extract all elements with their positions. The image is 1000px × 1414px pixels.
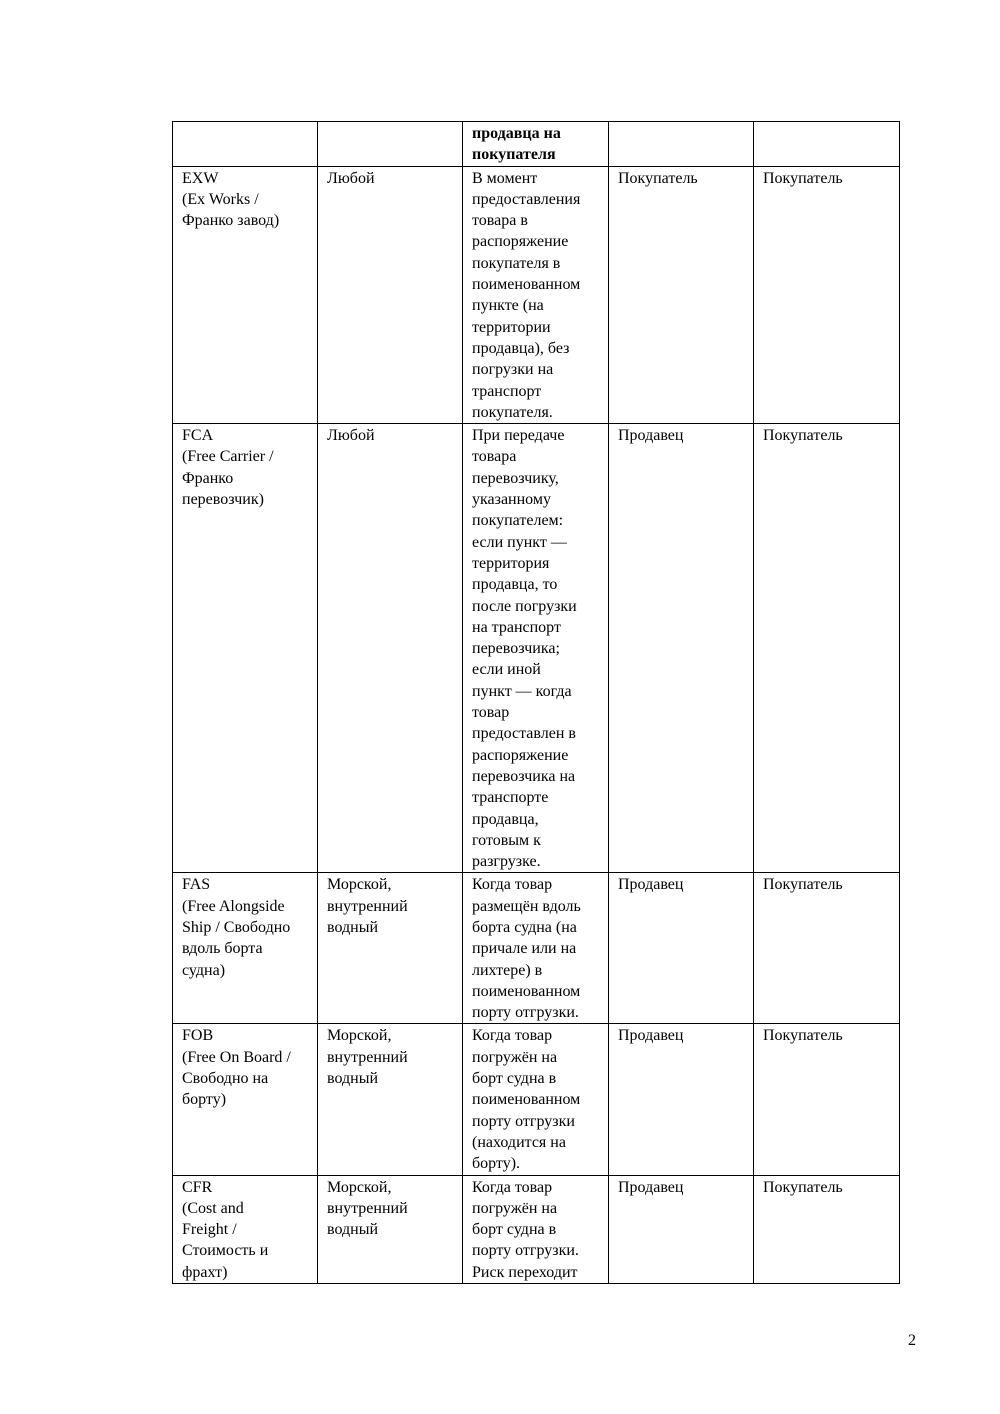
table-row [173, 873, 900, 1024]
table-cell [754, 122, 900, 167]
export-clearance-cell: Продавец [609, 1024, 754, 1175]
export-clearance-cell: Продавец [609, 873, 754, 1024]
transport-cell: Морской, внутренний водный [318, 873, 463, 1024]
term-cell: CFR (Cost and Freight / Стоимость и фрахт) [173, 1175, 318, 1283]
table-row-header-continuation [173, 122, 900, 167]
table-cell [609, 122, 754, 167]
risk-transfer-cell: Когда товар погружён на борт судна в порту отгрузки. Риск переходит [463, 1175, 609, 1283]
table-row [173, 1175, 900, 1283]
transport-cell: Любой [318, 166, 463, 424]
import-clearance-cell: Покупатель [754, 1175, 900, 1283]
table-cell [173, 122, 318, 167]
table-header-cell: продавца на покупателя [463, 122, 609, 167]
risk-transfer-cell: Когда товар погружён на борт судна в поименованном порту отгрузки (находится на борту). [463, 1024, 609, 1175]
export-clearance-cell: Продавец [609, 1175, 754, 1283]
risk-transfer-cell: В момент предоставления товара в распоряжение покупателя в поименованном пункте (на территории продавца), без погрузки на транспорт покупателя. [463, 166, 609, 424]
transport-cell: Морской, внутренний водный [318, 1024, 463, 1175]
term-cell: FOB (Free On Board / Свободно на борту) [173, 1024, 318, 1175]
export-clearance-cell: Покупатель [609, 166, 754, 424]
table-cell [318, 122, 463, 167]
term-cell: FAS (Free Alongside Ship / Свободно вдоль борта судна) [173, 873, 318, 1024]
export-clearance-cell: Продавец [609, 424, 754, 873]
transport-cell: Любой [318, 424, 463, 873]
table-row [173, 166, 900, 424]
term-cell: EXW (Ex Works / Франко завод) [173, 166, 318, 424]
import-clearance-cell: Покупатель [754, 873, 900, 1024]
page-number: 2 [908, 1332, 916, 1349]
incoterms-table [172, 121, 900, 1284]
import-clearance-cell: Покупатель [754, 1024, 900, 1175]
table-row [173, 1024, 900, 1175]
term-cell: FCA (Free Carrier / Франко перевозчик) [173, 424, 318, 873]
risk-transfer-cell: При передаче товара перевозчику, указанному покупателем: если пункт — территория продавца, то после погрузки на транспорт перевозчика; если иной пункт — когда товар предоставлен в распоряжение перевозчика на транспорте продавца, готовым к разгрузке. [463, 424, 609, 873]
table-row [173, 424, 900, 873]
transport-cell: Морской, внутренний водный [318, 1175, 463, 1283]
risk-transfer-cell: Когда товар размещён вдоль борта судна (на причале или на лихтере) в поименованном порту отгрузки. [463, 873, 609, 1024]
import-clearance-cell: Покупатель [754, 424, 900, 873]
import-clearance-cell: Покупатель [754, 166, 900, 424]
